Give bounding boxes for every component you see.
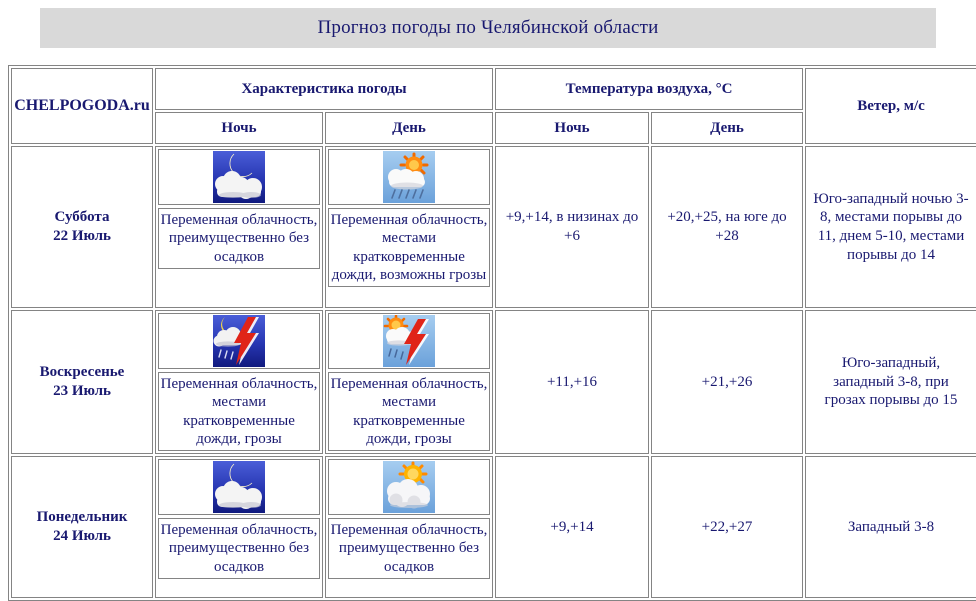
header-temp-day: День (651, 112, 803, 144)
night-characteristic-cell (155, 310, 323, 454)
forecast-table (8, 65, 976, 601)
day-name: Понедельник (36, 509, 128, 526)
sun-clouds-rain-icon (328, 149, 490, 205)
wind-forecast: Западный 3-8 (805, 456, 976, 598)
day-characteristic-text: Переменная облачность, преимущественно без осадков (328, 518, 490, 579)
night-characteristic-text: Переменная облачность, местами кратковременные дожди, грозы (158, 372, 320, 451)
sun-cloud-lightning-icon (328, 313, 490, 369)
night-temperature: +11,+16 (495, 310, 649, 454)
day-characteristic-text: Переменная облачность, местами кратковременные дожди, грозы (328, 372, 490, 451)
day-temperature: +22,+27 (651, 456, 803, 598)
moon-clouds-night-icon (158, 149, 320, 205)
moon-cloud-lightning-icon (158, 313, 320, 369)
page-title: Прогноз погоды по Челябинской области (317, 17, 659, 38)
day-name: Воскресенье (39, 364, 125, 381)
day-characteristic-cell (325, 146, 493, 308)
day-characteristic-cell (325, 310, 493, 454)
day-label (11, 146, 153, 308)
header-wind: Ветер, м/с (805, 68, 976, 144)
forecast-row-sunday (11, 310, 976, 454)
header-char-night: Ночь (155, 112, 323, 144)
night-temperature: +9,+14 (495, 456, 649, 598)
night-characteristic-text: Переменная облачность, преимущественно без осадков (158, 208, 320, 269)
site-brand[interactable]: CHELPOGODA.ru (11, 68, 153, 144)
day-date: 22 Июль (53, 228, 111, 244)
sun-clouds-icon (328, 459, 490, 515)
forecast-row-saturday (11, 146, 976, 308)
header-char-day: День (325, 112, 493, 144)
page-title-bar (40, 8, 936, 48)
day-date: 23 Июль (53, 383, 111, 400)
day-label (11, 310, 153, 454)
day-date: 24 Июль (53, 528, 111, 545)
day-temperature: +20,+25, на юге до +28 (651, 146, 803, 308)
day-name: Суббота (54, 209, 110, 226)
header-temperature: Температура воздуха, °C (495, 68, 803, 110)
night-characteristic-cell (155, 146, 323, 308)
header-temp-night: Ночь (495, 112, 649, 144)
day-characteristic-text: Переменная облачность, местами кратковременные дожди, возможны грозы (328, 208, 490, 287)
day-temperature: +21,+26 (651, 310, 803, 454)
night-characteristic-text: Переменная облачность, преимущественно без осадков (158, 518, 320, 579)
moon-clouds-night-icon (158, 459, 320, 515)
wind-forecast: Юго-западный ночью 3-8, местами порывы до 11, днем 5-10, местами порывы до 14 (805, 146, 976, 308)
night-temperature: +9,+14, в низинах до +6 (495, 146, 649, 308)
header-characteristics: Характеристика погоды (155, 68, 493, 110)
wind-forecast: Юго-западный, западный 3-8, при грозах порывы до 15 (805, 310, 976, 454)
